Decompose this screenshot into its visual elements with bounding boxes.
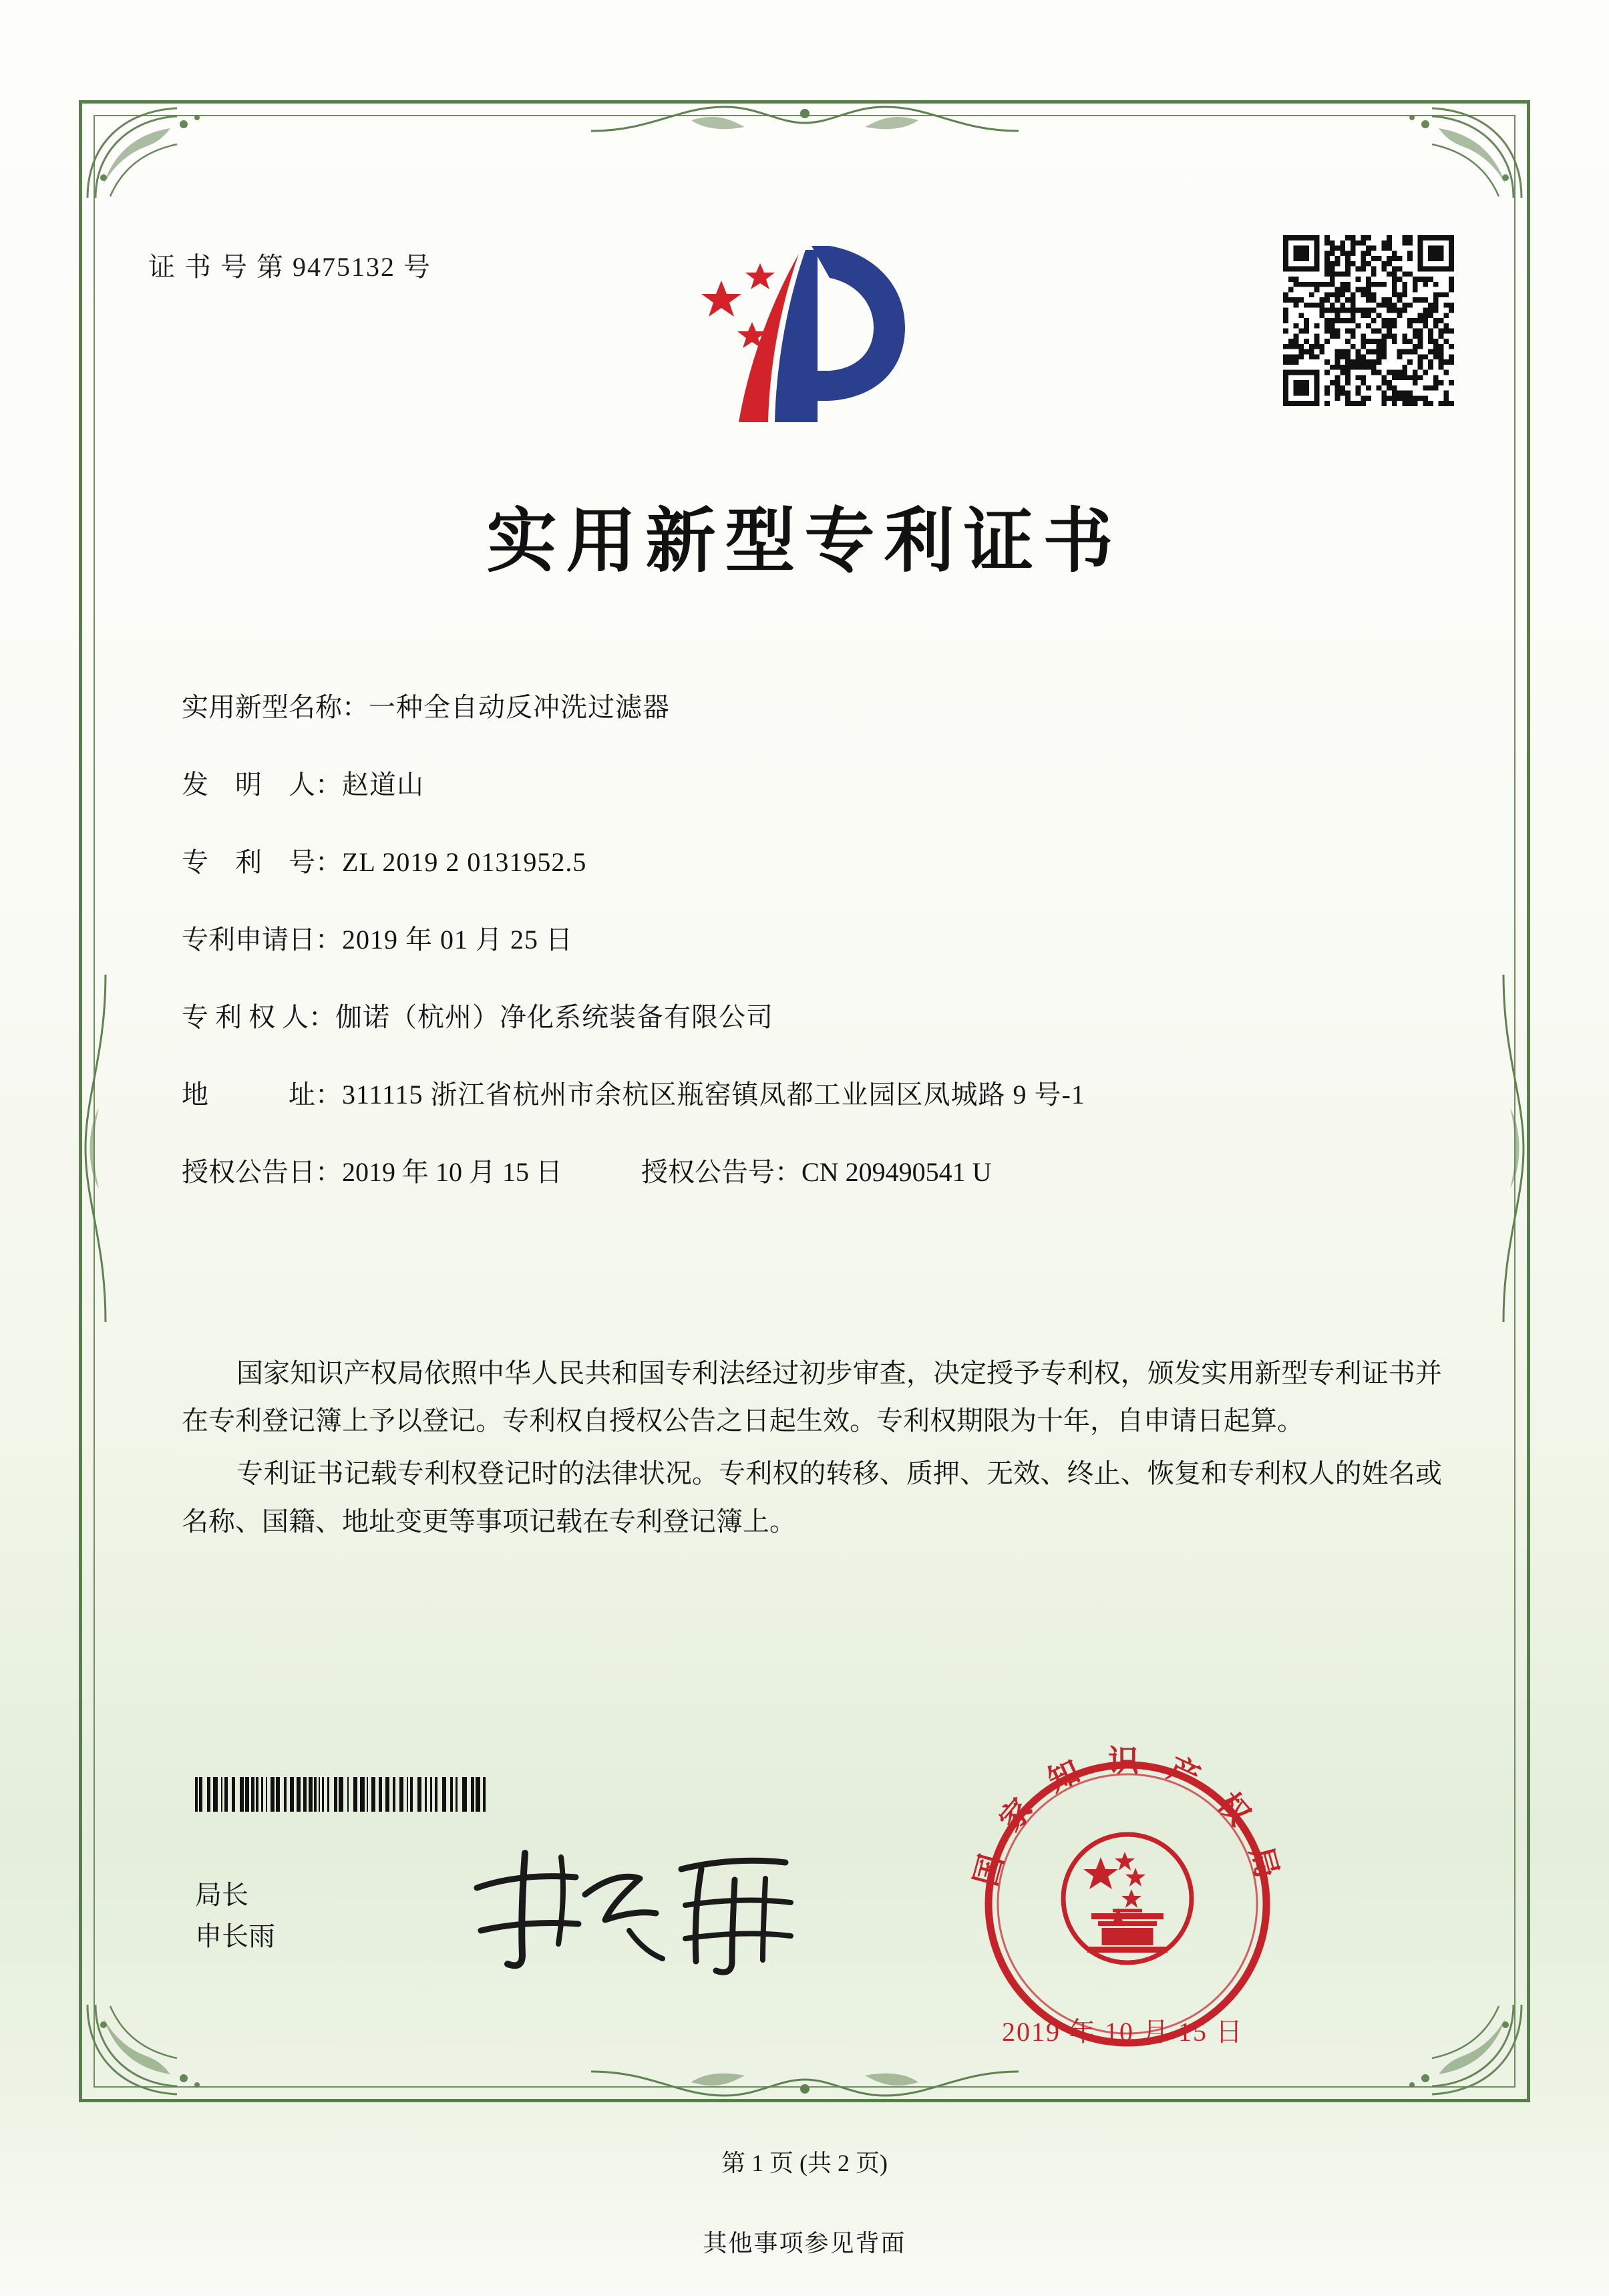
right-edge-ornament-icon xyxy=(1490,975,1530,1322)
publication-date-value: 2019 年 10 月 15 日 xyxy=(342,1157,562,1187)
top-edge-ornament-icon xyxy=(591,100,1019,144)
field-application-date xyxy=(182,921,1449,959)
publication-date-label: 授权公告日： xyxy=(182,1157,342,1187)
page-indicator: 第 1 页 (共 2 页) xyxy=(721,2150,888,2176)
handwritten-signature-icon xyxy=(461,1830,822,1984)
fields-block xyxy=(182,688,1449,1214)
page-title: 实用新型专利证书 xyxy=(486,499,1123,582)
field-value: 赵道山 xyxy=(342,770,424,800)
field-utility-model-name xyxy=(182,688,1449,727)
field-inventor xyxy=(182,766,1449,804)
field-value: ZL 2019 2 0131952.5 xyxy=(342,847,587,877)
field-label: 专 利 号： xyxy=(182,847,342,877)
corner-ornament-icon xyxy=(83,1998,224,2098)
field-patent-number xyxy=(182,843,1449,882)
field-value: 311115 浙江省杭州市余杭区瓶窑镇凤都工业园区凤城路 9 号-1 xyxy=(342,1080,1085,1110)
signature-name: 申长雨 xyxy=(195,1921,275,1951)
field-address xyxy=(182,1076,1449,1114)
field-label: 专 利 权 人： xyxy=(182,1002,335,1032)
publication-number-value: CN 209490541 U xyxy=(801,1157,992,1187)
field-label: 实用新型名称： xyxy=(182,692,369,722)
field-value: 伽诺（杭州）净化系统装备有限公司 xyxy=(335,1002,773,1032)
signature-block xyxy=(195,1874,275,1957)
qr-code xyxy=(1283,235,1454,406)
field-label: 地 址： xyxy=(182,1080,342,1110)
left-edge-ornament-icon xyxy=(79,975,119,1322)
footer-note: 其他事项参见背面 xyxy=(703,2230,906,2257)
corner-ornament-icon xyxy=(1385,104,1526,204)
cnipa-logo-icon xyxy=(675,234,935,434)
field-label: 专利申请日： xyxy=(182,925,342,955)
field-publication xyxy=(182,1153,1449,1192)
field-value: 2019 年 01 月 25 日 xyxy=(342,925,573,955)
field-value: 一种全自动反冲洗过滤器 xyxy=(369,692,670,722)
paragraph-2: 专利证书记载专利权登记时的法律状况。专利权的转移、质押、无效、终止、恢复和专利权人的姓名或名称、国籍、地址变更等事项记载在专利登记簿上。 xyxy=(182,1458,1442,1536)
corner-ornament-icon xyxy=(1385,1998,1526,2098)
corner-ornament-icon xyxy=(83,104,224,204)
seal-ring-text: 国 家 知 识 产 权 局 xyxy=(966,1743,1288,1890)
field-patentee xyxy=(182,998,1449,1037)
barcode xyxy=(195,1777,622,1812)
signature-role: 局长 xyxy=(195,1880,248,1910)
seal-date: 2019 年 10 月 15 日 xyxy=(1002,2017,1244,2047)
certificate-number: 证 书 号 第 9475132 号 xyxy=(148,252,431,282)
legal-text-block xyxy=(182,1349,1442,1550)
field-label: 发 明 人： xyxy=(182,770,342,800)
publication-number-label: 授权公告号： xyxy=(641,1157,801,1187)
paragraph-1: 国家知识产权局依照中华人民共和国专利法经过初步审查，决定授予专利权，颁发实用新型专利证书并在专利登记簿上予以登记。专利权自授权公告之日起生效。专利权期限为十年，自申请日起算。 xyxy=(182,1358,1442,1436)
